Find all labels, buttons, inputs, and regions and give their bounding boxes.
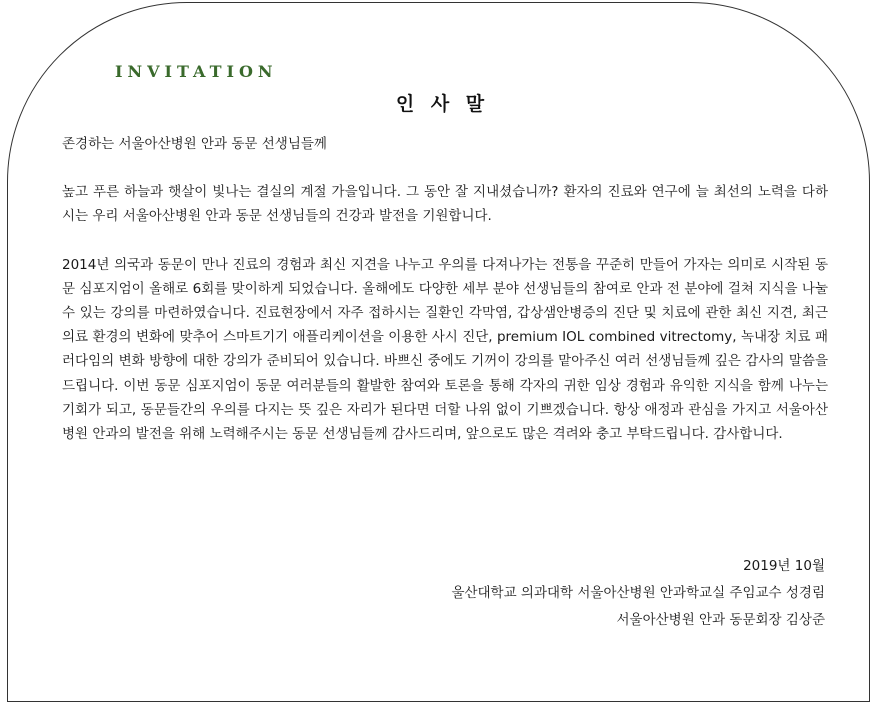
letter-paragraph-2: 2014년 의국과 동문이 만나 진료의 경험과 최신 지견을 나누고 우의를 다져나가는 전통을 꾸준히 만들어 가자는 의미로 시작된 동문 심포지엄이 올해로 6회를 맞이하게 되었습니다. 올해에도 다양한 세부 분야 선생님들의 참여로 안과 전 분야에 걸쳐 지식을 나눌 수 있는 강의를 마련하였습니다. 진료현장에서 자주 접하시는 질환인 각막염, 갑상샘안병증의 진단 및 치료에 관한 최신 지견, 최근 의료 환경의 변화에 맞추어 스마트기기 애플리케이션을 이용한 사시 진단, premium IOL combined vitrectomy, 녹내장 치료 패러다임의 변화 방향에 대한 강의가 준비되어 있습니다. 바쁘신 중에도 기꺼이 강의를 맡아주신 여러 선생님들께 깊은 감사의 말씀을 드립니다. 이번 동문 심포지엄이 동문 여러분들의 활발한 참여와 토론을 통해 각자의 귀한 임상 경험과 유익한 지식을 함께 나누는 기회가 되고, 동문들간의 우의를 다지는 뜻 깊은 자리가 된다면 더할 나위 없이 기쁘겠습니다. 항상 애정과 관심을 가지고 서울아산병원 안과의 발전을 위해 노력해주시는 동문 선생님들께 감사드리며, 앞으로도 많은 격려와 충고 부탁드립니다. 감사합니다. (62, 256, 828, 443)
signature-line-1: 울산대학교 의과대학 서울아산병원 안과학교실 주임교수 성경림 (451, 585, 825, 601)
letter-body (62, 132, 828, 446)
invitation-heading: INVITATION (115, 62, 278, 81)
signature-line-2: 서울아산병원 안과 동문회장 김상준 (616, 612, 825, 628)
letter-paragraph-1: 높고 푸른 하늘과 햇살이 빛나는 결실의 계절 가을입니다. 그 동안 잘 지내셨습니까? 환자의 진료와 연구에 늘 최선의 노력을 다하시는 우리 서울아산병원 안과 동문 선생님들의 건강과 발전을 기원합니다. (62, 184, 828, 225)
letter-greeting: 존경하는 서울아산병원 안과 동문 선생님들께 (62, 136, 327, 152)
signature-date: 2019년 10월 (743, 558, 825, 574)
signature-block (451, 553, 825, 634)
page-title: 인 사 말 (395, 93, 490, 115)
